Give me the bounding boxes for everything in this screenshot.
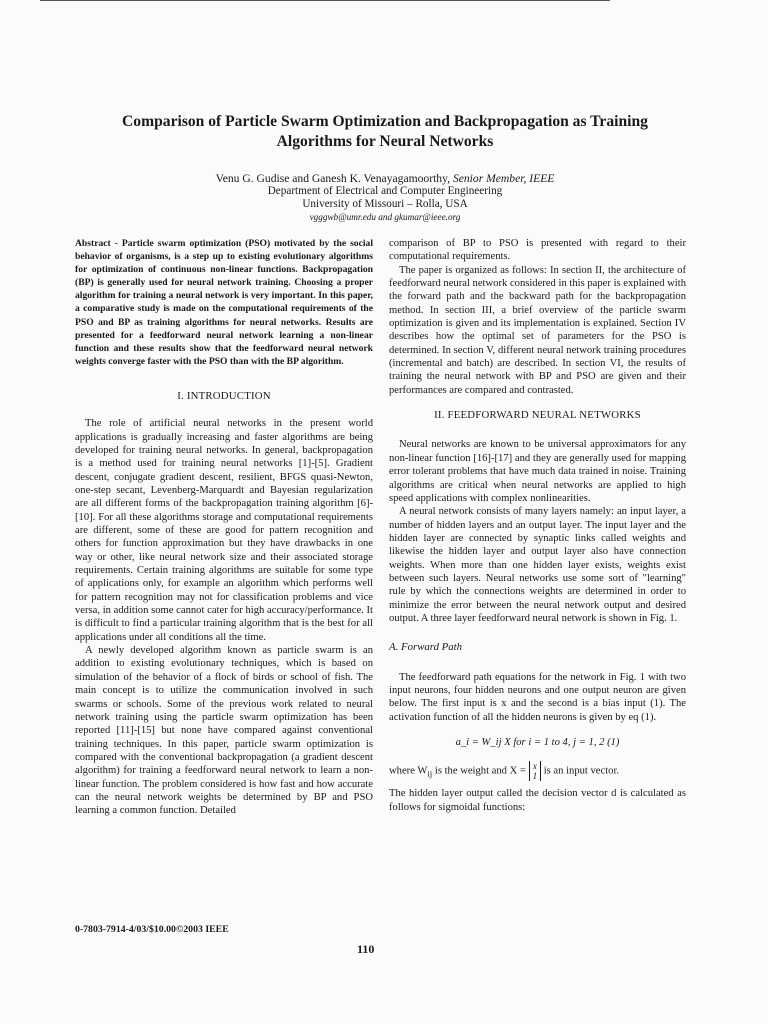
forward-path-paragraph: The feedforward path equations for the network in Fig. 1 with two input neurons, four hidden neurons and one output neuron are given below. The first input is x and the second is a bias input (1). The activation function of all the hidden neurons is given by eq (1). [389, 671, 686, 723]
continued-paragraph: comparison of BP to PSO is presented with regard to their computational requirements. [389, 238, 686, 263]
where-subscript: ij [427, 768, 433, 779]
author-block [60, 172, 710, 224]
where-text-mid: is the weight and X = [432, 765, 529, 777]
department: Department of Electrical and Computer Engineering [267, 185, 503, 197]
equation-1: a_i = W_ij X for i = 1 to 4, j = 1, 2 (1) [455, 737, 620, 748]
university: University of Missouri – Rolla, USA [302, 198, 468, 210]
where-text-pre: where W [389, 765, 428, 777]
vector-bottom: 1 [532, 771, 538, 782]
organization-paragraph: The paper is organized as follows: In section II, the architecture of feedforward neural network considered in this paper is explained with the forward path and the backward path for the backpropagation method. In section III, a brief overview of the particle swarm optimization is given and its implementation is explained. Section IV describes how the optimal set of parameters for the PSO is determined. In section V, different neural network training procedures (incremental and batch) are described. In section VI, the results of training the neural network with BP and PSO are given and their performances are compared and contrasted. [389, 264, 686, 396]
nn-paragraph-1: Neural networks are known to be universal approximators for any non-linear function [16]-[17] and they are generally used for mapping error tolerant problems that have much data trained in noise. Training algorithms are critical when neural networks are applied to high speed applications with complex nonlinearities. [389, 439, 686, 504]
right-column [389, 237, 686, 814]
author-role: Senior Member, IEEE [452, 172, 555, 185]
top-rule [40, 0, 610, 1]
title-line-1: Comparison of Particle Swarm Optimization and Backpropagation as Training [122, 113, 648, 130]
decision-vector-paragraph: The hidden layer output called the decision vector d is calculated as follows for sigmoidal functions: [389, 788, 686, 813]
paper-title [60, 112, 710, 152]
input-vector [529, 761, 542, 781]
page-number: 110 [357, 942, 375, 956]
where-line [389, 761, 686, 781]
section-heading-feedforward: II. FEEDFORWARD NEURAL NETWORKS [434, 409, 641, 422]
where-text-post: is an input vector. [541, 765, 620, 777]
author-line [60, 172, 710, 185]
author-emails: vgggwb@umr.edu and gkumar@ieee.org [309, 212, 461, 222]
title-line-2: Algorithms for Neural Networks [276, 133, 494, 150]
nn-paragraph-2: A neural network consists of many layers namely: an input layer, a number of hidden layers and an output layer. The input layer and the hidden layer are connected by synaptic links called weights and likewise the hidden layer and output layer also have connection weights. When more than one hidden layer exists, weights exist between such layers. Neural networks use some sort of "learning" rule by which the connections weights are determined in order to minimize the error between the neural network output and desired output. A three layer feedforward neural network is shown in Fig. 1. [389, 506, 686, 624]
footer-copyright-code: 0-7803-7914-4/03/$10.00©2003 IEEE [75, 924, 229, 935]
authors-names: Venu G. Gudise and Ganesh K. Venayagamoorthy, [215, 172, 451, 185]
abstract: Abstract - Particle swarm optimization (PSO) motivated by the social behavior of organisms, is a step up to existing evolutionary algorithms for optimization of continuous non-linear functions. Backpropagation (BP) is generally used for neural network training. Choosing a proper algorithm for training a neural network is very important. In this paper, a comparative study is made on the computational requirements of the PSO and BP as training algorithms for neural networks. Results are presented for a feedforward neural network learning a non-linear function and these results show that the feedforward neural network weights converge faster with the PSO than with the BP algorithm. [75, 238, 373, 367]
intro-paragraph-2: A newly developed algorithm known as particle swarm is an addition to existing evolutionary techniques, which is based on simulation of the behavior of a flock of birds or school of fish. The main concept is to utilize the communication involved in such swarms or schools. Some of the previous work related to neural network training using the particle swarm optimization has been reported [11]-[15] but none have compared against conventional training techniques. In this paper, particle swarm optimization is compared with the conventional backpropagation (a gradient descent algorithm) for training a feedforward neural network to learn a non-linear function. The problem considered is how fast and how accurate can the neural network weights be determined by BP and PSO learning a common function. Detailed [75, 645, 373, 817]
left-column [75, 237, 373, 818]
subsection-heading-forward-path: A. Forward Path [389, 641, 463, 654]
vector-top: x [532, 761, 537, 772]
intro-paragraph-1: The role of artificial neural networks in the present world applications is gradually increasing and faster algorithms are being developed for training neural networks. In general, backpropagation is a method used for training neural networks [1]-[5]. Gradient descent, conjugate gradient descent, resilient, BFGS quasi-Newton, one-step secant, Levenberg-Marquardt and Bayesian regularization are all different forms of the backpropagation training algorithm [6]-[10]. For all these algorithms storage and computational requirements are different, some of these are good for pattern recognition and others for function approximation but they have drawbacks in one way or other, like neural network size and their associated storage requirements. Certain training algorithms are suitable for some type of applications only, for example an algorithm which performs well for pattern recognition may not for classification problems and vice versa, in addition some cannot cater for high accuracy/performance. It is difficult to find a particular training algorithm that is the best for all applications under all conditions all the time. [75, 418, 373, 643]
section-heading-introduction: I. INTRODUCTION [177, 389, 271, 402]
